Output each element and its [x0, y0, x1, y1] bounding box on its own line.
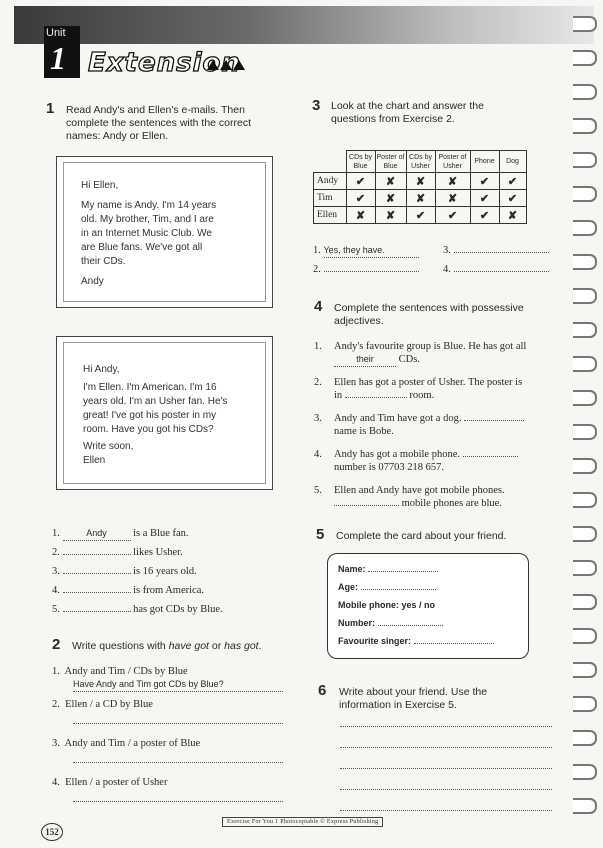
email-andy	[56, 156, 273, 308]
binding-coil	[573, 662, 597, 678]
mountain-icon	[207, 60, 245, 70]
header-banner	[14, 6, 594, 44]
col-header: Phone	[470, 151, 499, 173]
list-item: 3. Andy and Tim / a poster of Blue	[52, 738, 201, 749]
chart-table	[313, 150, 527, 224]
ex4-items	[314, 340, 564, 520]
email-greeting: Hi Ellen,	[81, 180, 119, 191]
ex6-writing-lines[interactable]	[340, 712, 552, 811]
binding-coil	[573, 84, 597, 100]
ex2-number: 2	[52, 636, 61, 653]
ex1-instruction: Read Andy's and Ellen's e-mails. Then complete the sentences with the correct names: Andy or Ellen.	[66, 104, 252, 142]
email-ellen	[56, 336, 273, 490]
binding-coil	[573, 16, 597, 32]
table-row: Ellen ✘ ✘ ✔ ✔ ✔ ✘	[314, 207, 527, 224]
list-item[interactable]: 4.	[443, 263, 549, 282]
card-phone-field[interactable]: Mobile phone: yes / no	[338, 600, 436, 610]
ex1-number: 1	[46, 100, 55, 117]
ex4-number: 4	[314, 298, 323, 315]
ex4-instruction: Complete the sentences with possessive adjectives.	[334, 302, 524, 327]
binding-coil	[573, 526, 597, 542]
ex3-instruction: Look at the chart and answer the questions from Exercise 2.	[331, 100, 484, 125]
binding-coil	[573, 254, 597, 270]
card-name-field[interactable]: Name:	[338, 564, 438, 574]
list-item: 4. Ellen / a poster of Usher	[52, 777, 168, 788]
answer-line[interactable]: Have Andy and Tim got CDs by Blue?	[73, 678, 292, 692]
card-age-field[interactable]: Age:	[338, 582, 436, 592]
unit-label: Unit	[46, 27, 66, 39]
list-item[interactable]: 2. likes Usher.	[52, 547, 183, 558]
table-row: Tim ✔ ✘ ✘ ✘ ✔ ✔	[314, 190, 527, 207]
list-item[interactable]: 4. is from America.	[52, 585, 204, 596]
binding-coil	[573, 118, 597, 134]
list-item[interactable]: 2.	[313, 263, 443, 282]
binding-coil	[573, 594, 597, 610]
binding-coil	[573, 152, 597, 168]
binding-coil	[573, 764, 597, 780]
binding-coil	[573, 628, 597, 644]
ex2-instruction: Write questions with have got or has got.	[72, 640, 262, 652]
col-header: CDs by Blue	[346, 151, 375, 173]
binding-coil	[573, 322, 597, 338]
card-singer-field[interactable]: Favourite singer:	[338, 636, 494, 646]
col-header: Poster of Blue	[375, 151, 406, 173]
binding-coil	[573, 186, 597, 202]
list-item[interactable]: 5. Ellen and Andy have got mobile phones. mobile phones are blue.	[314, 485, 505, 509]
page-title: Extension	[88, 48, 241, 78]
list-item[interactable]: 5. has got CDs by Blue.	[52, 604, 223, 615]
binding-coil	[573, 560, 597, 576]
footer-copyright: Exercise For You 1 Photocopiable © Express Publishing	[222, 817, 383, 827]
binding-coil	[573, 798, 597, 814]
list-item[interactable]: 1. Andy is a Blue fan.	[52, 528, 189, 539]
binding-coil	[573, 424, 597, 440]
ex6-instruction: Write about your friend. Use the information in Exercise 5.	[339, 686, 488, 711]
answer-line[interactable]	[73, 750, 292, 766]
ex5-instruction: Complete the card about your friend.	[336, 530, 507, 542]
list-item[interactable]: 1. Yes, they have.	[313, 244, 443, 263]
list-item[interactable]: 1. Andy's favourite group is Blue. He has got all their CDs.	[314, 341, 527, 365]
ex2-items	[52, 665, 292, 805]
col-header: CDs by Usher	[406, 151, 435, 173]
ex3-answers	[313, 244, 558, 282]
col-header: Poster of Usher	[435, 151, 470, 173]
binding-coil	[573, 288, 597, 304]
friend-card	[327, 553, 529, 659]
binding-coil	[573, 492, 597, 508]
email-body: My name is Andy. I'm 14 years old. My brother, Tim, and I are in an Internet Music Club. We are Blue fans. We've got all their CDs.	[81, 200, 217, 267]
ex6-number: 6	[318, 682, 327, 699]
answer-line[interactable]	[73, 711, 292, 727]
ex3-number: 3	[312, 97, 321, 114]
table-row: Andy ✔ ✘ ✘ ✘ ✔ ✔	[314, 173, 527, 190]
binding-coil	[573, 458, 597, 474]
list-item[interactable]: 3. is 16 years old.	[52, 566, 197, 577]
ex5-number: 5	[316, 526, 325, 543]
list-item[interactable]: 3.	[443, 244, 549, 263]
list-item[interactable]: 2. Ellen has got a poster of Usher. The poster is in room.	[314, 377, 523, 401]
unit-number: 1	[50, 40, 66, 76]
binding-coil	[573, 730, 597, 746]
answer-line[interactable]	[73, 789, 292, 805]
email-signature: Ellen	[83, 455, 106, 466]
email-signature: Andy	[81, 276, 104, 287]
binding-coil	[573, 696, 597, 712]
binding-coil	[573, 50, 597, 66]
page-number: 152	[41, 823, 63, 841]
list-item[interactable]: 4. Andy has got a mobile phone. number is 07703 218 657.	[314, 448, 564, 484]
email-body: I'm Ellen. I'm American. I'm 16 years old. I'm an Usher fan. He's great! I've got his poster in my room. Have you got his CDs?	[83, 382, 228, 435]
ex1-items	[52, 527, 292, 622]
binding-coil	[573, 390, 597, 406]
list-item[interactable]: 3. Andy and Tim have got a dog. name is Bobe.	[314, 412, 564, 448]
list-item: 1. Andy and Tim / CDs by Blue	[52, 666, 188, 677]
binding-coil	[573, 220, 597, 236]
card-number-field[interactable]: Number:	[338, 618, 443, 628]
binding-coil	[573, 356, 597, 372]
col-header: Dog	[499, 151, 526, 173]
email-closing: Write soon,	[83, 441, 134, 452]
list-item: 2. Ellen / a CD by Blue	[52, 699, 153, 710]
email-greeting: Hi Andy,	[83, 364, 120, 375]
